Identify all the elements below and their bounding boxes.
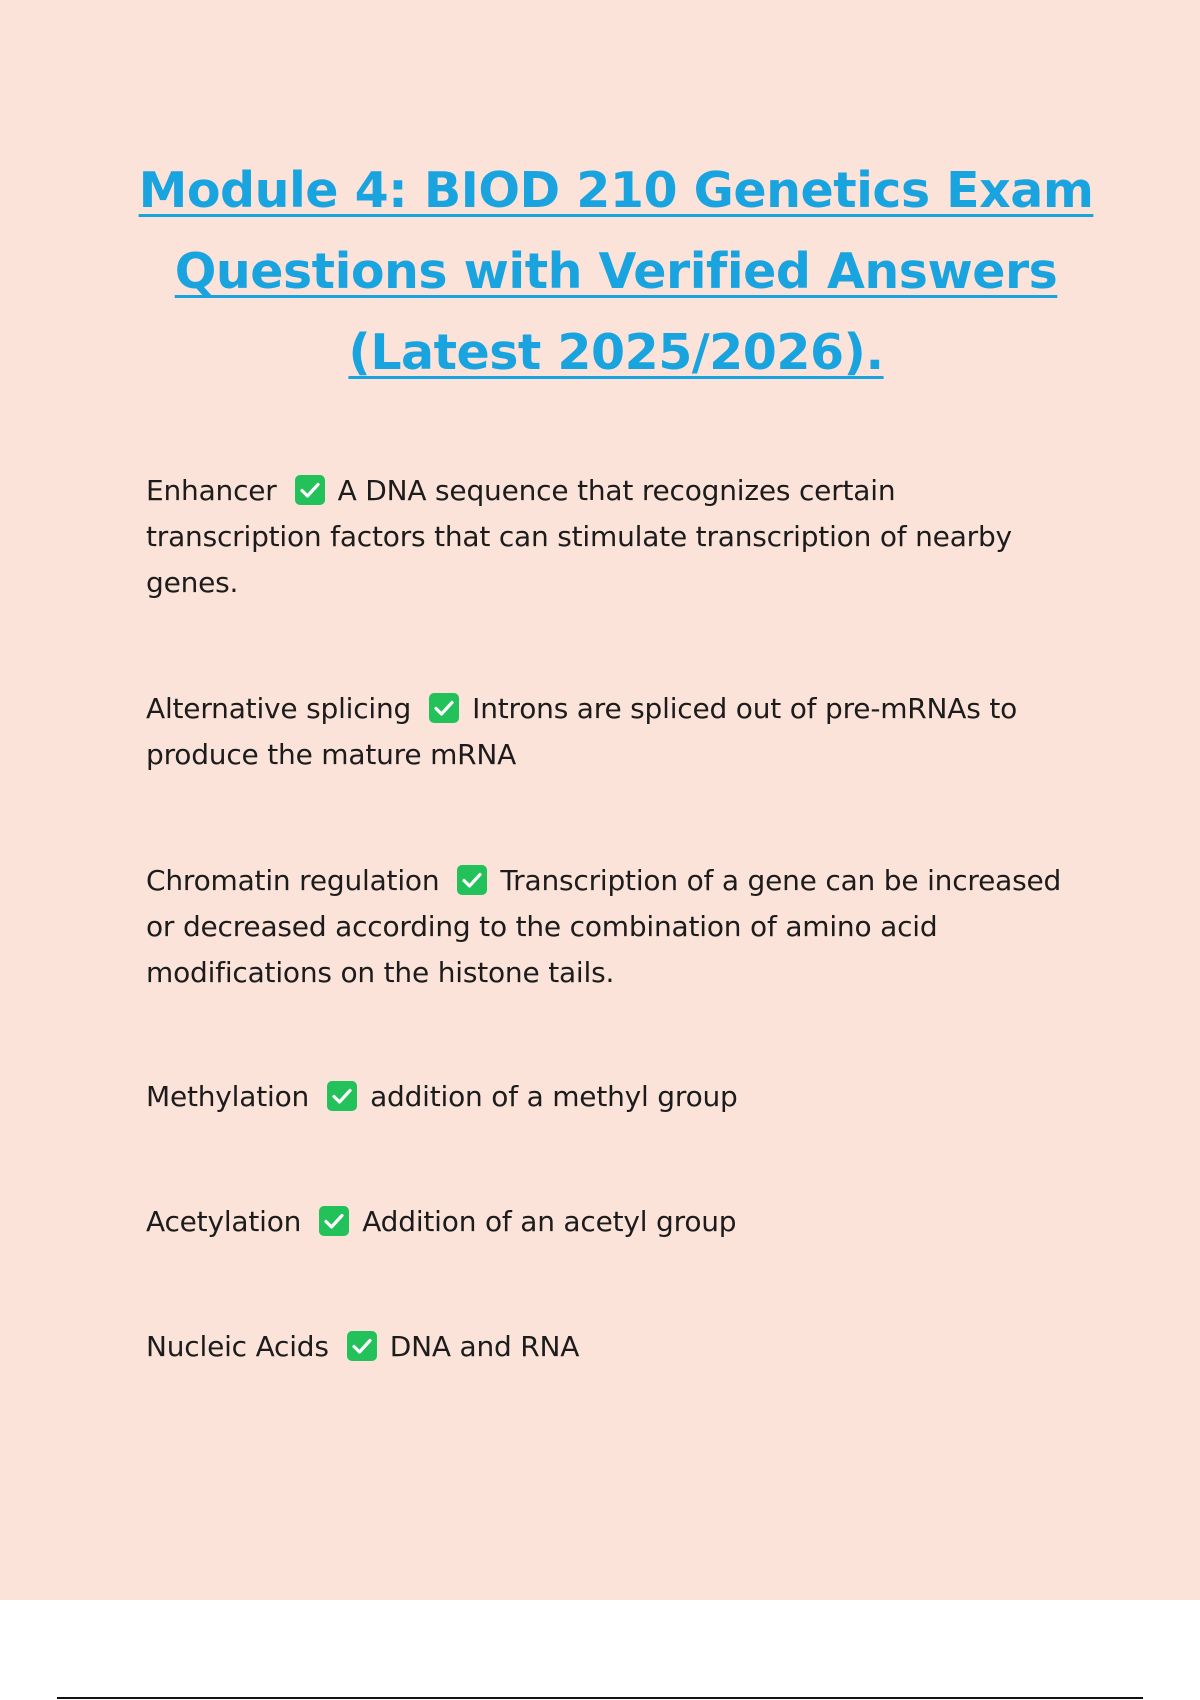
flashcard-entry (146, 858, 1076, 996)
flashcard-entry (146, 1199, 1076, 1245)
entry-definition: Transcription of a gene can be increased or decreased according to the combination of amino acid modifications on the histone tails. (146, 864, 1062, 989)
check-mark-button-icon (429, 693, 459, 723)
entry-term: Enhancer (146, 474, 277, 507)
entry-term: Acetylation (146, 1205, 302, 1238)
check-mark-button-icon (457, 865, 487, 895)
entry-definition: DNA and RNA (389, 1330, 580, 1363)
flashcard-entry (146, 1324, 1076, 1370)
entry-definition: Addition of an acetyl group (362, 1205, 737, 1238)
entry-definition: addition of a methyl group (370, 1080, 738, 1113)
flashcard-list (146, 468, 1076, 1370)
check-mark-button-icon (327, 1081, 357, 1111)
entry-term: Chromatin regulation (146, 864, 440, 897)
entry-term: Methylation (146, 1080, 310, 1113)
entry-definition: Introns are spliced out of pre-mRNAs to produce the mature mRNA (146, 692, 1018, 771)
flashcard-entry (146, 1074, 1076, 1120)
check-mark-button-icon (295, 475, 325, 505)
footer-divider (57, 1697, 1143, 1699)
entry-definition: A DNA sequence that recognizes certain transcription factors that can stimulate transcription of nearby genes. (146, 474, 1012, 599)
flashcard-entry (146, 468, 1076, 606)
entry-term: Nucleic Acids (146, 1330, 329, 1363)
entry-term: Alternative splicing (146, 692, 412, 725)
flashcard-entry (146, 686, 1076, 778)
check-mark-button-icon (319, 1206, 349, 1236)
document-title: Module 4: BIOD 210 Genetics Exam Questions with Verified Answers (Latest 2025/2026). (138, 162, 1094, 381)
check-mark-button-icon (347, 1331, 377, 1361)
